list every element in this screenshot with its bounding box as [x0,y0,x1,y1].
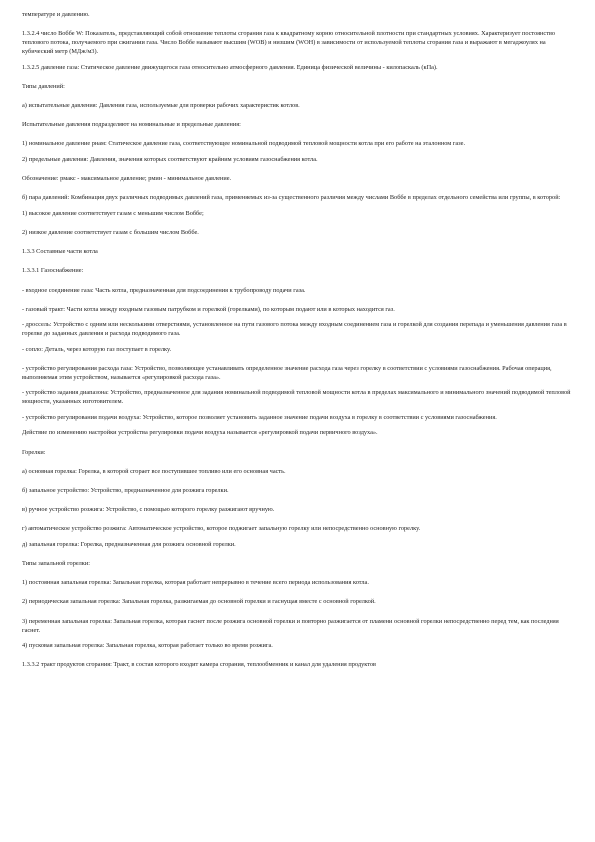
paragraph: Действие по изменению настройки устройства регулировки подачи воздуха называется «регулировкой подачи первичного воздуха». [22,429,378,437]
paragraph: 1) высокое давление соответствует газам с меньшим числом Воббе; [22,209,204,217]
paragraph: в) ручное устройство розжига: Устройство, с помощью которого горелку разжигают вручную. [22,506,275,514]
paragraph: Типы давлений: [22,82,65,90]
paragraph: Испытательные давления подразделяют на номинальные и предельные давления: [22,121,241,129]
paragraph: температуре и давлению. [22,11,90,18]
paragraph: Горелки: [22,448,46,456]
paragraph: - устройство регулирования подачи воздуха: Устройство, которое позволяет установить заданное значение подачи воздуха в горелку в соответствии с условиями газоснабжения. [22,413,497,421]
paragraph: 2) периодическая запальная горелка: Запальная горелка, разжигаемая до основной горелки и гаснущая вместе с основной горелкой. [22,598,376,606]
paragraph: - газовый тракт: Части котла между входным газовым патрубком и горелкой (горелками), по которым подают или в которых находится газ. [22,305,395,313]
paragraph: 1.3.2.5 давление газа: Статическое давление движущегося газа относительно атмосферного давления. Единица физической величины - килопаскаль (кПа). [22,63,438,71]
section-heading: 1.3.3 Составные части котла [22,248,98,256]
paragraph: а) основная горелка: Горелка, в которой сгорает все поступившее топливо или его основная часть. [22,467,286,475]
paragraph: д) запальная горелка: Горелка, предназначенная для розжига основной горелки. [22,540,236,548]
paragraph: 2) низкое давление соответствует газам с большим числом Воббе. [22,229,199,236]
paragraph: Обозначение: pмакс - максимальное давление; pмин - минимальное давление. [22,175,232,183]
paragraph: а) испытательные давления: Давления газа, используемые для проверки рабочих характеристик котлов. [22,102,300,110]
paragraph: 1) номинальное давление pнам: Статическое давление газа, соответствующее номинальной подводимой тепловой мощности котла при его работе на эталонном газе. [22,140,466,148]
paragraph: - сопло: Деталь, через которую газ поступает в горелку. [22,345,172,353]
paragraph: Типы запальной горелки: [22,560,90,568]
paragraph: 1.3.3.2 тракт продуктов сгорания: Тракт, в состав которого входит камера сгорания, теплообменник и канал для удаления продуктов [22,661,376,669]
paragraph: 1.3.2.4 число Воббе W: Показатель, представляющий собой отношение теплоты сгорания газа к квадратному корню относительной плотности при стандартных условиях. Характеризует постоянство теплового потока, получаемого при сжигании газа. Число Воббе называют высшим (WOB) и низшим (WOH) в зависимости от используемой теплоты сгорания газа и выражают в мегаджоулях на кубический метр (МДж/м3). [22,30,556,56]
paragraph: 2) предельные давления: Давления, значения которых соответствуют крайним условиям газоснабжения котла. [22,155,318,163]
paragraph: - дроссель: Устройство с одним или несколькими отверстиями, установленное на пути газового потока между входным соединением газа и горелкой для создания перепада и уменьшения давления газа в горелке до заданных давления и расхода подводимого газа. [22,321,567,338]
paragraph: 1) постоянная запальная горелка: Запальная горелка, которая работает непрерывно в течение всего периода использования котла. [22,579,369,587]
paragraph: - устройство регулирования расхода газа: Устройство, позволяющее устанавливать определенное значение расхода газа через горелку в соответствии с условиями газоснабжения. Рабочая операция, выполняемая этим устройством, называется «регулировкой расхода газа». [22,364,552,381]
paragraph: б) запальное устройство: Устройство, предназначенное для розжига горелки. [22,487,229,494]
paragraph: - входное соединение газа: Часть котла, предназначенная для подсоединения к трубопроводу подачи газа. [22,286,306,294]
document-page [22,10,574,680]
section-heading: 1.3.3.1 Газоснабжение: [22,267,84,275]
paragraph: - устройство задания диапазона: Устройство, предназначенное для задания номинальной подводимой тепловой мощности котла в пределах максимального и минимального значений подводимой тепловой мощности, указанных изготовителем. [22,389,571,406]
paragraph: г) автоматическое устройство розжига: Автоматическое устройство, которое поджигает запальную горелку или непосредственно основную горелку. [22,525,421,533]
paragraph: б) пара давлений: Комбинация двух различных подводимых давлений газа, применяемых из-за существенного различия между числами Воббе в пределах отдельного семейства или группы, в которой: [22,194,561,202]
paragraph: 3) переменная запальная горелка: Запальная горелка, которая гаснет после розжига основной горелки и повторно разжигается от пламени основной горелки непосредственно перед тем, как последняя гаснет. [22,617,559,634]
paragraph: 4) пусковая запальная горелка: Запальная горелка, которая работает только во время розжига. [22,642,273,650]
